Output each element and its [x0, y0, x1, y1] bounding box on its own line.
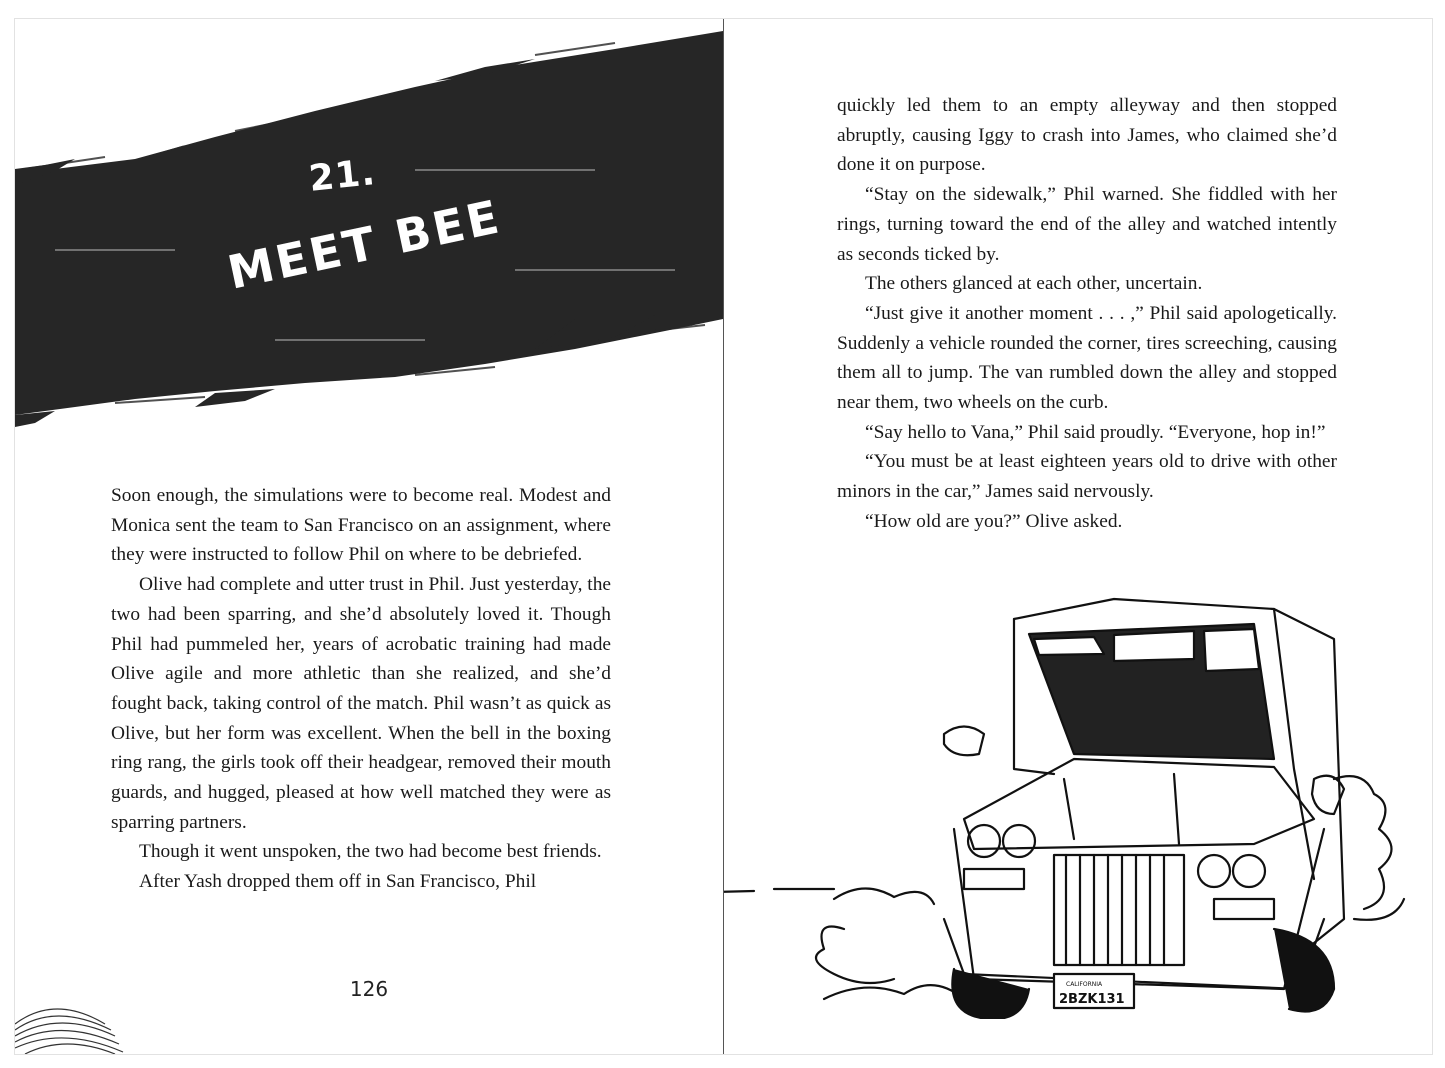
fingerprint-smudge [15, 984, 135, 1054]
paragraph: The others glanced at each other, uncertain. [865, 273, 1203, 295]
right-page [724, 19, 1433, 1054]
paragraph: “Say hello to Vana,” Phil said proudly. “Everyone, hop in!” [865, 421, 1326, 443]
paragraph: “Stay on the sidewalk,” Phil warned. She fiddled with her rings, turning toward the end of the alley and watched intently as seconds ticked by. [837, 184, 1337, 265]
paragraph: Soon enough, the simulations were to become real. Modest and Monica sent the team to San Francisco on an assignment, where they were instructed to follow Phil on where to be debriefed. [111, 485, 611, 566]
paragraph: quickly led them to an empty alleyway and then stopped abruptly, causing Iggy to crash into James, who claimed she’d done it on purpose. [837, 95, 1337, 176]
plate-state: CALIFORNIA [1066, 981, 1103, 988]
van-illustration [724, 579, 1414, 1019]
paragraph: “You must be at least eighteen years old to drive with other minors in the car,” James said nervously. [837, 451, 1337, 503]
book-spread [14, 18, 1433, 1055]
left-page-body [111, 481, 611, 897]
paragraph: Though it went unspoken, the two had become best friends. [139, 841, 602, 863]
right-page-body [837, 91, 1337, 537]
chapter-title: MEET BEE [223, 189, 507, 300]
chapter-number: 21. [307, 152, 378, 200]
plate-number: 2BZK131 [1059, 992, 1125, 1007]
paragraph: “How old are you?” Olive asked. [865, 510, 1123, 532]
left-page [15, 19, 723, 1054]
paragraph: “Just give it another moment . . . ,” Phil said apologetically. Suddenly a vehicle rounded the corner, tires screeching, causing them all to jump. The van rumbled down the alley and stopped near them, two wheels on the curb. [837, 302, 1337, 414]
paragraph: Olive had complete and utter trust in Phil. Just yesterday, the two had been sparring, and she’d absolutely loved it. Though Phil had pummeled her, years of acrobatic training had made Olive agile and more athletic than she realized, and she’d fought back, taking control of the match. Phil wasn’t as quick as Olive, but her form was excellent. When the bell in the boxing ring rang, the girls took off their headgear, removed their mouth guards, and hugged, pleased at how well matched they were as sparring partners. [111, 574, 611, 833]
paragraph: After Yash dropped them off in San Francisco, Phil [139, 871, 537, 893]
page-number: 126 [349, 977, 389, 1001]
